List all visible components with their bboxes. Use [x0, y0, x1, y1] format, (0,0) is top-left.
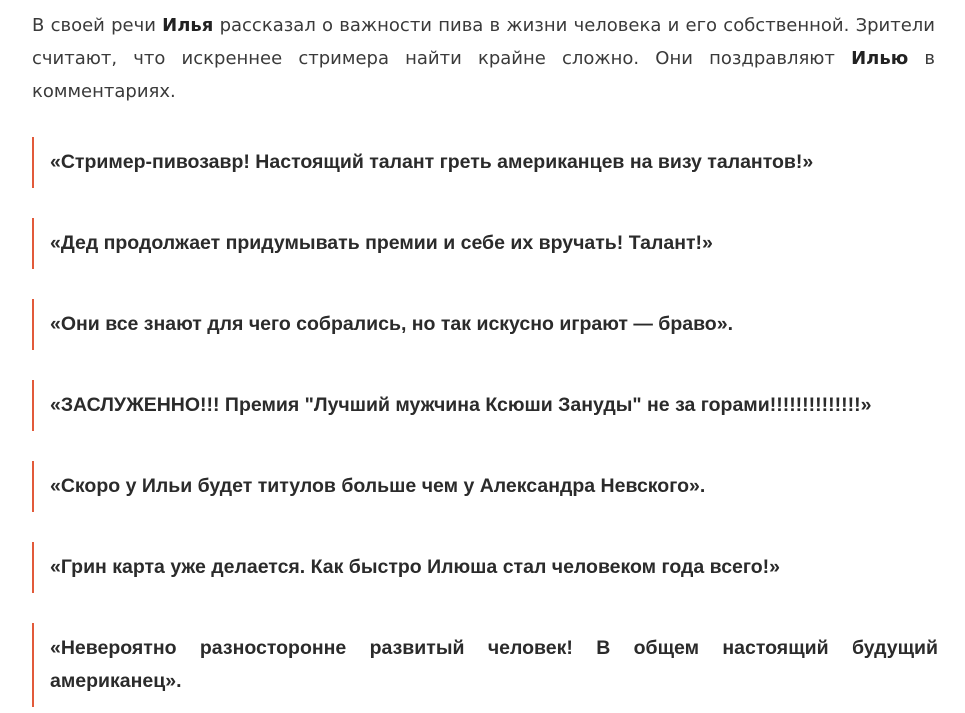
article-body [32, 0, 938, 692]
blockquote-comment: «Дед продолжает придумывать премии и себе их вручать! Талант!» [32, 218, 938, 269]
intro-name-ilya: Илья [162, 15, 214, 36]
intro-text-1: В своей речи [32, 15, 163, 36]
intro-text-3: в комментариях. [32, 48, 935, 102]
intro-text-2: рассказал о важности пива в жизни человека и его собственной. Зрители считают, что искреннее стримера найти крайне сложно. Они поздравляют [32, 15, 935, 69]
intro-paragraph [32, 0, 935, 108]
blockquote-comment: «ЗАСЛУЖЕННО!!! Премия "Лучший мужчина Ксюши Зануды" не за горами!!!!!!!!!!!!!!» [32, 380, 938, 431]
blockquote-comment: «Они все знают для чего собрались, но так искусно играют — браво». [32, 299, 938, 350]
blockquote-comment: «Невероятно разносторонне развитый человек! В общем настоящий будущий американец». [32, 623, 938, 707]
blockquote-comment: «Скоро у Ильи будет титулов больше чем у Александра Невского». [32, 461, 938, 512]
blockquote-comment: «Стример-пивозавр! Настоящий талант греть американцев на визу талантов!» [32, 137, 938, 188]
intro-name-ilyu: Илью [851, 48, 909, 69]
blockquote-comment: «Грин карта уже делается. Как быстро Илюша стал человеком года всего!» [32, 542, 938, 593]
